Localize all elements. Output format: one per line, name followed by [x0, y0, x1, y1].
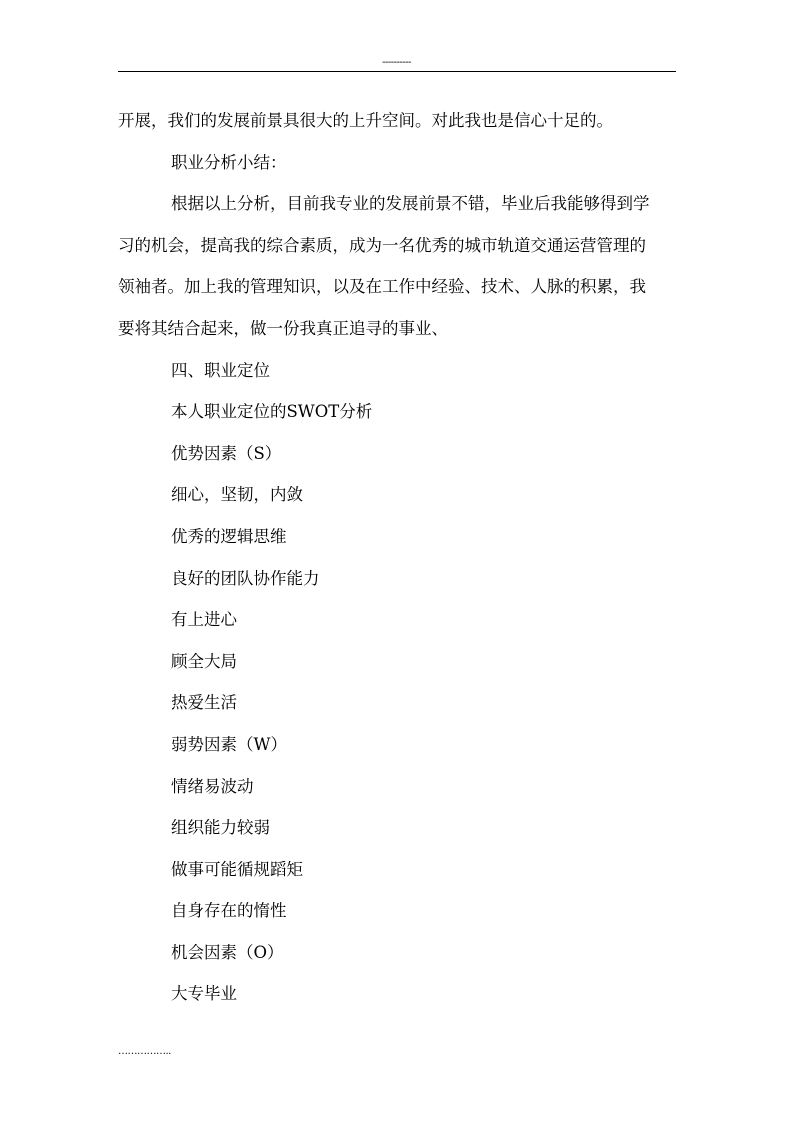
paragraph-continuation: 开展，我们的发展前景具很大的上升空间。对此我也是信心十足的。 [118, 111, 613, 130]
heading-career-analysis-summary: 职业分析小结： [171, 152, 287, 172]
page-footer-mark: …………….. [118, 1046, 171, 1057]
swot-opportunities-heading: 机会因素（O） [171, 942, 284, 962]
list-item: 细心，坚韧，内敛 [171, 485, 303, 505]
swot-title: 本人职业定位的SWOT分析 [171, 402, 373, 422]
paragraph-line: 习的机会，提高我的综合素质，成为一名优秀的城市轨道交通运营管理的 [118, 235, 646, 255]
document-body [118, 100, 676, 1015]
header-rule [118, 71, 676, 72]
paragraph-line: 要将其结合起来，做一份我真正追寻的事业、 [118, 318, 448, 338]
paragraph-line: 根据以上分析，目前我专业的发展前景不错，毕业后我能够得到学 [171, 194, 650, 214]
page-header-mark: ---------- [382, 57, 411, 68]
swot-weaknesses-heading: 弱势因素（W） [171, 734, 287, 754]
list-item: 优秀的逻辑思维 [171, 526, 287, 546]
list-item: 情绪易波动 [171, 776, 254, 796]
list-item: 组织能力较弱 [171, 818, 270, 838]
swot-strengths-heading: 优势因素（S） [171, 443, 282, 463]
list-item: 自身存在的惰性 [171, 901, 287, 921]
list-item: 热爱生活 [171, 693, 237, 713]
section-heading-career-positioning: 四、职业定位 [171, 360, 270, 380]
list-item: 大专毕业 [171, 984, 237, 1004]
list-item: 做事可能循规蹈矩 [171, 859, 303, 879]
list-item: 良好的团队协作能力 [171, 568, 320, 588]
list-item: 有上进心 [171, 610, 237, 630]
paragraph-line: 领袖者。加上我的管理知识，以及在工作中经验、技术、人脉的积累，我 [118, 277, 646, 297]
list-item: 顾全大局 [171, 651, 237, 671]
